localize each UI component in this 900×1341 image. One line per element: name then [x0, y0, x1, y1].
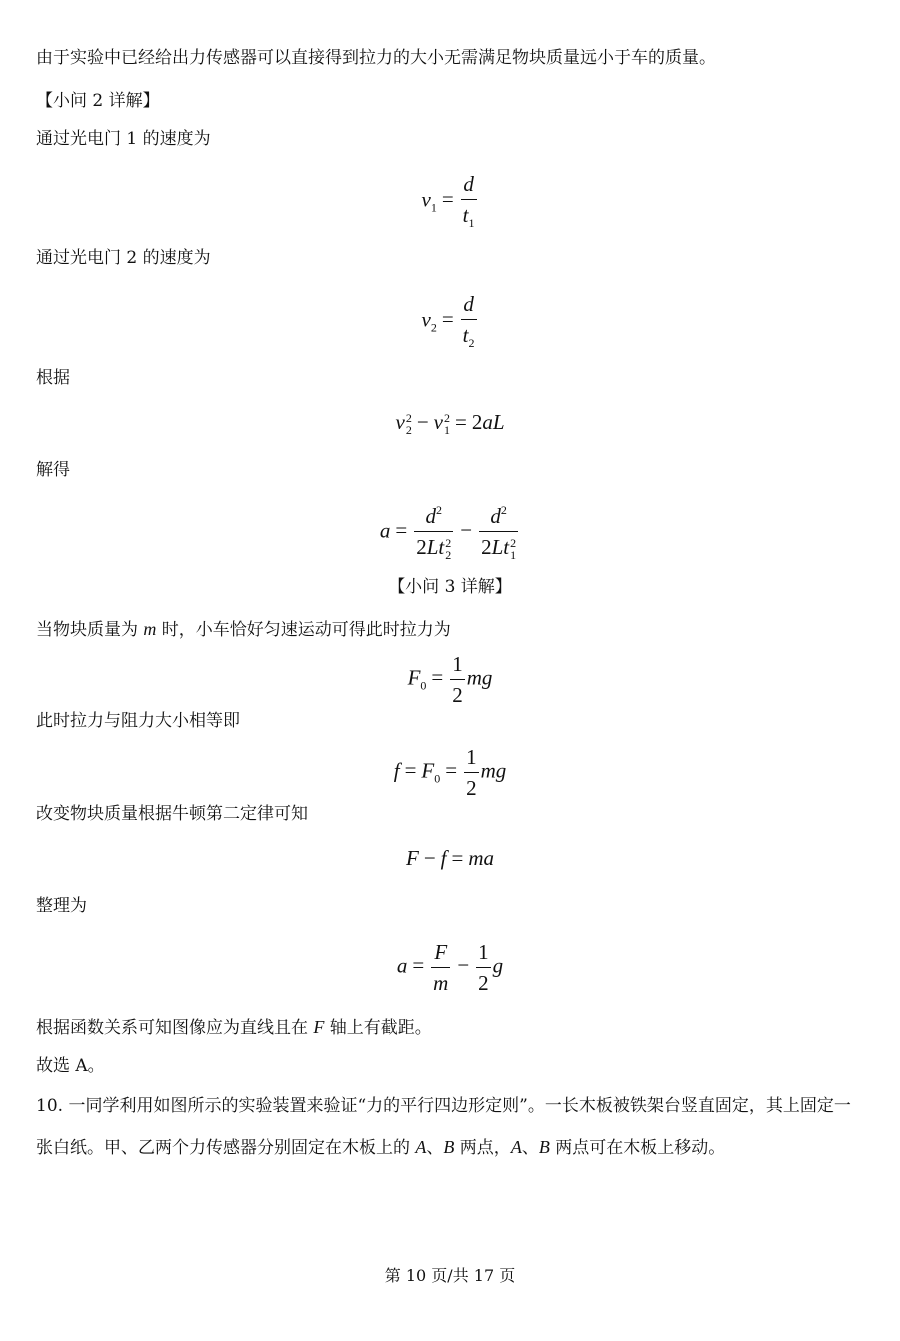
equation-v1: $v_1$ = $\frac{d}{t_1}$ — [421, 172, 475, 231]
question-10 — [36, 1086, 866, 1169]
genju-text: 根据 — [36, 368, 70, 388]
q10-text-mid2: 两点， — [454, 1138, 511, 1158]
zhengli-text: 整理为 — [36, 896, 87, 916]
q3-text — [36, 620, 451, 639]
symbol-m: m — [143, 619, 157, 639]
equation-v2: $v_2$ = $\frac{d}{t_2}$ — [421, 292, 475, 351]
equation-f0: $F_0$ = $\frac{1}{2}$ mg — [407, 652, 493, 708]
jiede-text: 解得 — [36, 460, 70, 480]
q3-text-pre: 当物块质量为 — [36, 620, 144, 640]
symbol-a-1: A — [415, 1137, 427, 1157]
q10-text-pre: 10. 一同学利用如图所示的实验装置来验证“力的平行四边形定则”。一长木板被铁架台竖直固定，其上固定一张白纸。甲、乙两个力传感器分别固定在木板上的 — [36, 1096, 851, 1158]
equation-final: a = $\frac{F}{m}$ − $\frac{1}{2}$ g — [396, 940, 504, 996]
v1-text: 通过光电门 1 的速度为 — [36, 129, 211, 149]
conclusion-text — [36, 1018, 432, 1037]
symbol-b-2: B — [538, 1137, 550, 1157]
equation-friction: $f = F_0$ = $\frac{1}{2}$ mg — [393, 745, 507, 801]
heading-question-3: 【小问 3 详解】 — [388, 577, 512, 597]
equal-text: 此时拉力与阻力大小相等即 — [36, 711, 240, 731]
q10-text-mid3: 、 — [521, 1138, 539, 1158]
conclusion-text-pre: 根据函数关系可知图像应为直线且在 — [36, 1018, 314, 1038]
q3-text-post: 时，小车恰好匀速运动可得此时拉力为 — [156, 620, 451, 640]
intro-text: 由于实验中已经给出力传感器可以直接得到拉力的大小无需满足物块质量远小于车的质量。 — [36, 48, 716, 68]
v2-text: 通过光电门 2 的速度为 — [36, 248, 211, 268]
symbol-f-axis: F — [313, 1017, 325, 1037]
conclusion-text-post: 轴上有截距。 — [324, 1018, 432, 1038]
equation-kinematics: v 2 2 − v 2 1 = 2aL — [395, 410, 505, 438]
symbol-b-1: B — [443, 1137, 455, 1157]
symbol-a-2: A — [510, 1137, 522, 1157]
q10-text-mid1: 、 — [426, 1138, 444, 1158]
equation-acceleration: a = $d^2$ 2Lt 2 2 − $d^2$ 2Lt 2 1 — [379, 503, 517, 563]
answer-text: 故选 A。 — [36, 1056, 105, 1076]
heading-question-2: 【小问 2 详解】 — [36, 91, 160, 111]
q10-text-post: 两点可在木板上移动。 — [549, 1138, 726, 1158]
newton-text: 改变物块质量根据牛顿第二定律可知 — [36, 804, 308, 824]
page-footer: 第 10 页/共 17 页 — [384, 1266, 516, 1285]
equation-newton: F − f = ma — [405, 846, 495, 870]
